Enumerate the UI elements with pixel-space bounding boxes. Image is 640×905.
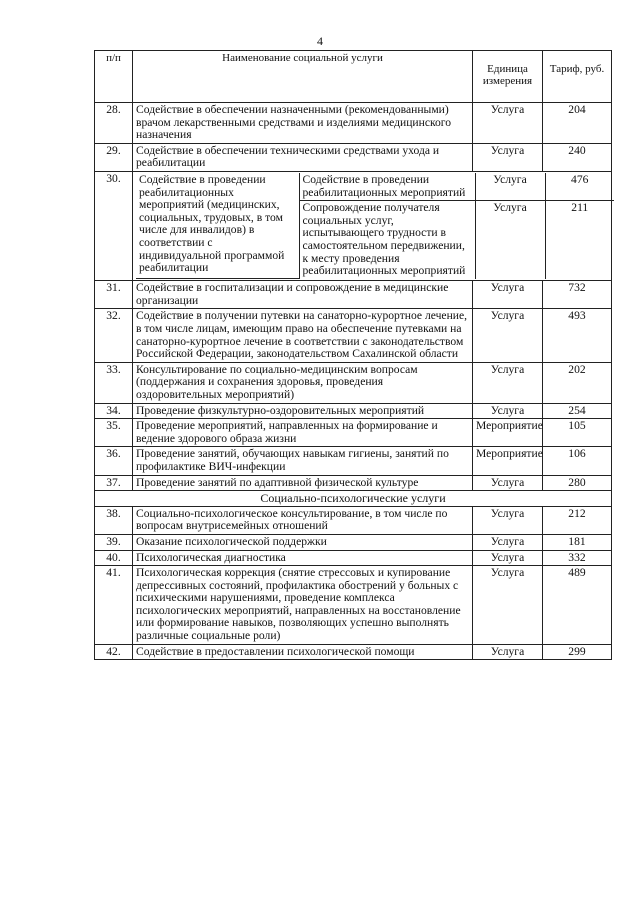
- table-row: [95, 644, 612, 660]
- table-row: [95, 534, 612, 550]
- row-name: Проведение физкультурно-оздоровительных мероприятий: [133, 403, 473, 419]
- row-price: 493: [543, 309, 612, 362]
- row-price: 240: [543, 143, 612, 171]
- table-row: [95, 475, 612, 491]
- row-num: 36.: [95, 447, 133, 475]
- row-num: 35.: [95, 419, 133, 447]
- section-group: [95, 491, 612, 507]
- header-unit: Единица измерения: [473, 51, 543, 103]
- row-name: Проведение занятий по адаптивной физической культуре: [133, 475, 473, 491]
- row-price: 212: [543, 506, 612, 534]
- row-name: Содействие в обеспечении техническими средствами ухода и реабилитации: [133, 143, 473, 171]
- row-unit: Услуга: [473, 143, 543, 171]
- row-unit: Мероприятие: [473, 419, 543, 447]
- section-title: Социально-психологические услуги: [95, 491, 612, 507]
- row-30-group: [95, 171, 612, 280]
- row-name: Содействие в получении путевки на санаторно-курортное лечение, в том числе лицам, имеющим право на обеспечение путевками на санаторно-курортное лечение в соответствии с законодательством Российской Федерации, законодательством Сахалинской области: [133, 309, 473, 362]
- row-num: 42.: [95, 644, 133, 660]
- row-price: 280: [543, 475, 612, 491]
- table-header-row: [95, 51, 612, 103]
- row-name: Содействие в предоставлении психологической помощи: [133, 644, 473, 660]
- row-30-sub-price: 476: [545, 173, 614, 201]
- row-unit: Услуга: [473, 103, 543, 144]
- row-price: 181: [543, 534, 612, 550]
- row-30-sub-unit: Услуга: [475, 173, 545, 201]
- row-unit: Услуга: [473, 566, 543, 645]
- row-30-main-name: Содействие в проведении реабилитационных мероприятий (медицинских, социальных, трудовых, в том числе для инвалидов) в соответствии с индивидуальной программой реабилитации: [136, 173, 299, 279]
- row-price: 105: [543, 419, 612, 447]
- rows-psychological: [95, 506, 612, 660]
- row-num: 38.: [95, 506, 133, 534]
- row-unit: Услуга: [473, 506, 543, 534]
- row-unit: Услуга: [473, 403, 543, 419]
- table-row: [95, 447, 612, 475]
- table-row: [95, 171, 612, 280]
- row-unit: Услуга: [473, 362, 543, 403]
- header-price: Тариф, руб.: [543, 51, 612, 103]
- row-num: 32.: [95, 309, 133, 362]
- row-unit: Услуга: [473, 550, 543, 566]
- row-price: 204: [543, 103, 612, 144]
- row-unit: Мероприятие: [473, 447, 543, 475]
- row-unit: Услуга: [473, 309, 543, 362]
- table-row: [95, 419, 612, 447]
- row-num: 33.: [95, 362, 133, 403]
- row-name: Проведение занятий, обучающих навыкам гигиены, занятий по профилактике ВИЧ-инфекции: [133, 447, 473, 475]
- row-30-sub-unit: Услуга: [475, 201, 545, 279]
- table-row: [95, 362, 612, 403]
- row-price: 489: [543, 566, 612, 645]
- row-num: 30.: [95, 171, 133, 280]
- row-price: 299: [543, 644, 612, 660]
- row-name: Оказание психологической поддержки: [133, 534, 473, 550]
- row-name: Психологическая диагностика: [133, 550, 473, 566]
- table-row: [95, 550, 612, 566]
- table-row: [95, 506, 612, 534]
- section-row: [95, 491, 612, 507]
- table-row: [95, 103, 612, 144]
- page-number: 4: [317, 34, 323, 48]
- row-30-nested-cell: [133, 171, 612, 280]
- row-price: 202: [543, 362, 612, 403]
- row-unit: Услуга: [473, 534, 543, 550]
- row-num: 28.: [95, 103, 133, 144]
- row-30-sub-name: Сопровождение получателя социальных услуг, испытывающего трудности в самостоятельном передвижении, к месту проведения реабилитационных мероприятий: [299, 201, 475, 279]
- row-num: 31.: [95, 281, 133, 309]
- row-unit: Услуга: [473, 281, 543, 309]
- row-price: 732: [543, 281, 612, 309]
- table-row: [95, 403, 612, 419]
- services-table: [94, 50, 612, 660]
- row-name: Проведение мероприятий, направленных на формирование и ведение здорового образа жизни: [133, 419, 473, 447]
- row-price: 106: [543, 447, 612, 475]
- row-name: Консультирование по социально-медицинским вопросам (поддержания и сохранения здоровья, проведения оздоровительных мероприятий): [133, 362, 473, 403]
- row-unit: Услуга: [473, 644, 543, 660]
- table-row: [95, 309, 612, 362]
- row-num: 29.: [95, 143, 133, 171]
- rows-medical-a: [95, 103, 612, 172]
- row-num: 34.: [95, 403, 133, 419]
- row-name: Содействие в госпитализации и сопровождение в медицинские организации: [133, 281, 473, 309]
- row-unit: Услуга: [473, 475, 543, 491]
- row-num: 41.: [95, 566, 133, 645]
- row-30-sub-name: Содействие в проведении реабилитационных мероприятий: [299, 173, 475, 201]
- header-name: Наименование социальной услуги: [133, 51, 473, 103]
- row-30-sub-1: [136, 173, 614, 201]
- row-30-inner-table: [136, 173, 614, 279]
- rows-medical-b: [95, 281, 612, 491]
- header-num: п/п: [95, 51, 133, 103]
- table-row: [95, 566, 612, 645]
- row-num: 40.: [95, 550, 133, 566]
- row-num: 37.: [95, 475, 133, 491]
- row-30-sub-price: 211: [545, 201, 614, 279]
- row-num: 39.: [95, 534, 133, 550]
- row-name: Содействие в обеспечении назначенными (рекомендованными) врачом лекарственными средствами и изделиями медицинского назначения: [133, 103, 473, 144]
- row-name: Психологическая коррекция (снятие стрессовых и купирование депрессивных состояний, профилактика обострений у больных с психическими нарушениями, проведение комплекса психологических мероприятий, направленных на восстановление или формирование навыков, позволяющих успешно выполнять различные социальные роли): [133, 566, 473, 645]
- table-row: [95, 143, 612, 171]
- row-price: 254: [543, 403, 612, 419]
- row-name: Социально-психологическое консультирование, в том числе по вопросам внутрисемейных отношений: [133, 506, 473, 534]
- row-price: 332: [543, 550, 612, 566]
- table-row: [95, 281, 612, 309]
